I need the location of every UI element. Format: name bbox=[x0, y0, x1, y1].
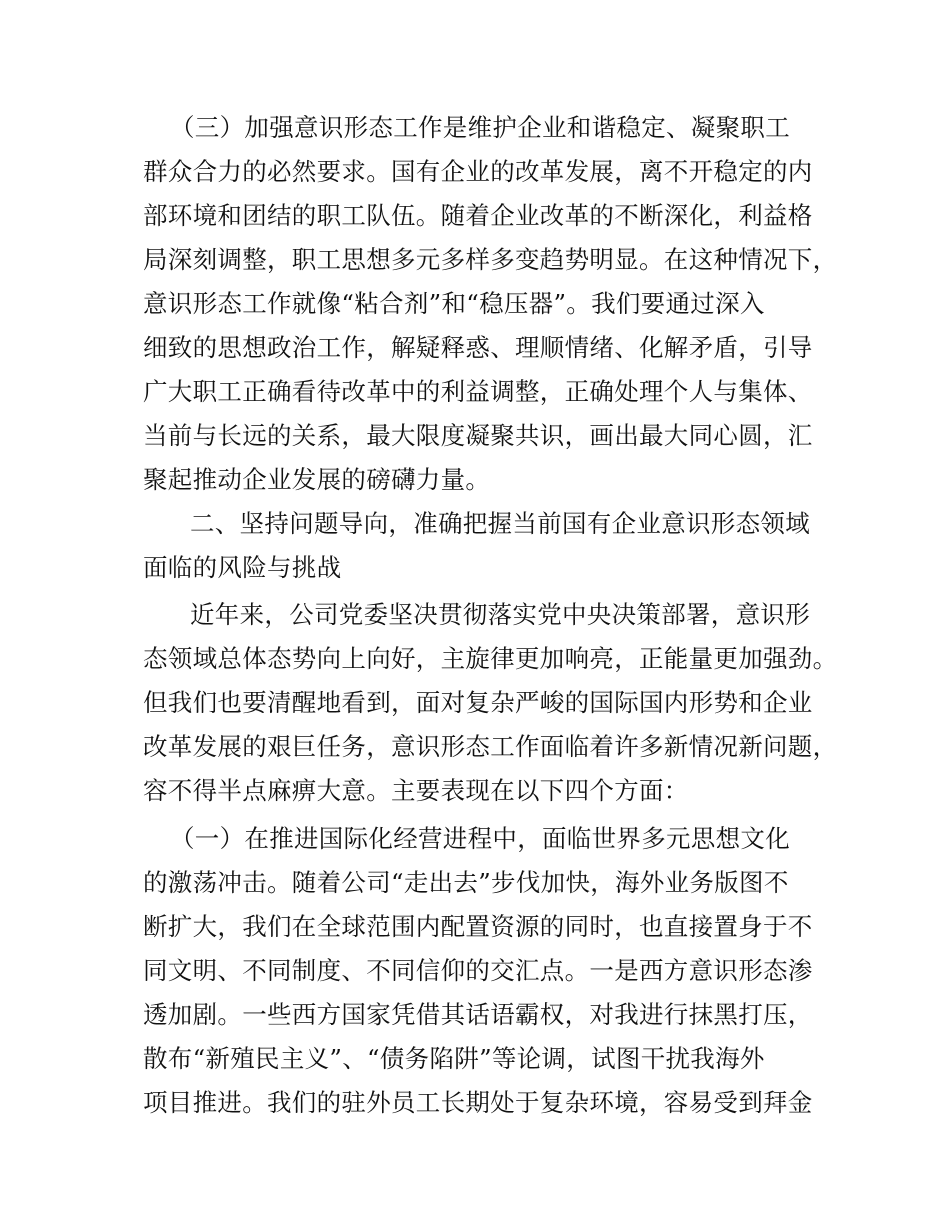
text-line: 同文明、不同制度、不同信仰的交汇点。一是西方意识形态渗 bbox=[143, 956, 813, 985]
text-line: 项目推进。我们的驻外员工长期处于复杂环境，容易受到拜金 bbox=[143, 1088, 813, 1117]
text-line: 聚起推动企业发展的磅礴力量。 bbox=[143, 465, 491, 494]
text-line: 局深刻调整，职工思想多元多样多变趋势明显。在这种情况下， bbox=[143, 245, 838, 274]
text-line: 近年来，公司党委坚决贯彻落实党中央决策部署，意识形 bbox=[190, 600, 810, 629]
text-line: 的激荡冲击。随着公司“走出去”步伐加快，海外业务版图不 bbox=[143, 868, 789, 897]
text-line: 当前与长远的关系，最大限度凝聚共识，画出最大同心圆，汇 bbox=[143, 421, 813, 450]
text-line: 态领域总体态势向上向好，主旋律更加响亮，正能量更加强劲。 bbox=[143, 644, 838, 673]
text-line: （三）加强意识形态工作是维护企业和谐稳定、凝聚职工 bbox=[170, 113, 790, 142]
text-line: 断扩大，我们在全球范围内配置资源的同时，也直接置身于不 bbox=[143, 912, 813, 941]
text-line: 广大职工正确看待改革中的利益调整，正确处理个人与集体、 bbox=[143, 377, 813, 406]
heading-line: 二、坚持问题导向，准确把握当前国有企业意识形态领域 bbox=[190, 509, 810, 538]
text-line: 细致的思想政治工作，解疑释惑、理顺情绪、化解矛盾，引导 bbox=[143, 333, 813, 362]
text-line: （一）在推进国际化经营进程中，面临世界多元思想文化 bbox=[170, 824, 790, 853]
text-line: 改革发展的艰巨任务，意识形态工作面临着许多新情况新问题， bbox=[143, 732, 838, 761]
text-line: 散布“新殖民主义”、“债务陷阱”等论调，试图干扰我海外 bbox=[143, 1044, 765, 1073]
text-line: 容不得半点麻痹大意。主要表现在以下四个方面： bbox=[143, 776, 689, 805]
text-line: 意识形态工作就像“粘合剂”和“稳压器”。我们要通过深入 bbox=[143, 289, 765, 318]
text-line: 透加剧。一些西方国家凭借其话语霸权，对我进行抹黑打压， bbox=[143, 1000, 813, 1029]
text-line: 但我们也要清醒地看到，面对复杂严峻的国际国内形势和企业 bbox=[143, 688, 813, 717]
heading-line: 面临的风险与挑战 bbox=[143, 553, 342, 582]
text-line: 群众合力的必然要求。国有企业的改革发展，离不开稳定的内 bbox=[143, 157, 813, 186]
text-line: 部环境和团结的职工队伍。随着企业改革的不断深化，利益格 bbox=[143, 201, 813, 230]
